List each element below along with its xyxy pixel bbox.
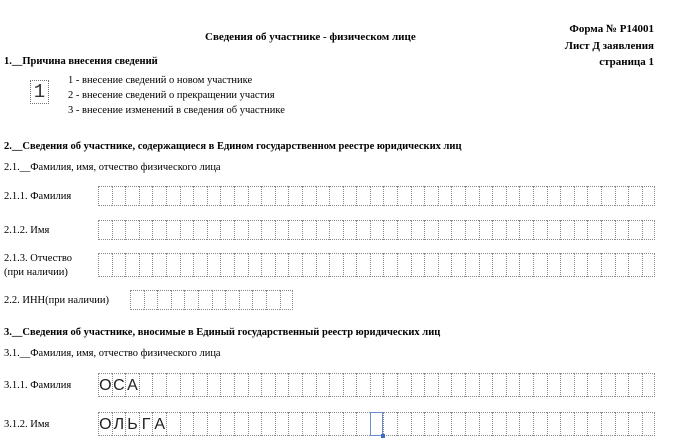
letter-cell[interactable] xyxy=(193,220,207,240)
letter-cell[interactable]: Л xyxy=(112,412,126,436)
surname-label-new: 3.1.1. Фамилия xyxy=(4,380,72,391)
letter-cell[interactable] xyxy=(519,186,533,206)
letter-cell[interactable] xyxy=(383,412,397,436)
letter-cell[interactable] xyxy=(438,220,452,240)
letter-cell[interactable] xyxy=(171,290,185,310)
letter-cell[interactable] xyxy=(275,220,289,240)
letter-cell[interactable] xyxy=(574,412,588,436)
letter-cell[interactable] xyxy=(397,186,411,206)
letter-cell[interactable] xyxy=(451,220,465,240)
form-title: Сведения об участнике - физическом лице xyxy=(205,31,416,43)
letter-cell[interactable] xyxy=(506,412,520,436)
letter-cell[interactable] xyxy=(275,253,289,277)
letter-cell[interactable] xyxy=(261,373,275,397)
letter-cell[interactable] xyxy=(519,253,533,277)
letter-cell[interactable] xyxy=(479,412,493,436)
letter-cell[interactable] xyxy=(234,186,248,206)
letter-cell[interactable] xyxy=(642,253,656,277)
letter-cell[interactable] xyxy=(356,253,370,277)
letter-cell[interactable] xyxy=(193,186,207,206)
letter-cell[interactable] xyxy=(152,253,166,277)
letter-cell[interactable] xyxy=(329,253,343,277)
letter-cell[interactable] xyxy=(112,220,126,240)
letter-cell[interactable] xyxy=(329,220,343,240)
letter-cell[interactable] xyxy=(261,253,275,277)
letter-cell[interactable]: С xyxy=(112,373,126,397)
letter-cell[interactable] xyxy=(533,412,547,436)
letter-cell[interactable] xyxy=(492,412,506,436)
letter-cell[interactable] xyxy=(248,253,262,277)
letter-cell[interactable] xyxy=(356,220,370,240)
letter-cell[interactable] xyxy=(180,373,194,397)
letter-cell[interactable] xyxy=(234,373,248,397)
letter-cell[interactable] xyxy=(547,186,561,206)
letter-cell[interactable] xyxy=(465,373,479,397)
reason-option-3: 3 - внесение изменений в сведения об участнике xyxy=(68,105,285,116)
letter-cell[interactable] xyxy=(248,186,262,206)
letter-cell[interactable] xyxy=(383,253,397,277)
letter-cell[interactable] xyxy=(98,253,112,277)
inn-field[interactable] xyxy=(130,290,293,310)
letter-cell[interactable] xyxy=(370,253,384,277)
reason-option-2: 2 - внесение сведений о прекращении участия xyxy=(68,90,275,101)
letter-cell[interactable] xyxy=(479,186,493,206)
letter-cell[interactable] xyxy=(139,186,153,206)
letter-cell[interactable] xyxy=(397,220,411,240)
name-field-new[interactable] xyxy=(98,412,655,436)
letter-cell[interactable] xyxy=(112,186,126,206)
letter-cell[interactable] xyxy=(370,186,384,206)
letter-cell[interactable] xyxy=(574,186,588,206)
letter-cell[interactable] xyxy=(642,186,656,206)
letter-cell[interactable] xyxy=(180,186,194,206)
letter-cell[interactable]: О xyxy=(98,412,112,436)
letter-cell[interactable] xyxy=(601,412,615,436)
section3-sub: 3.1.__Фамилия, имя, отчество физического лица xyxy=(4,348,221,359)
letter-cell[interactable] xyxy=(220,373,234,397)
letter-cell[interactable] xyxy=(370,220,384,240)
letter-cell[interactable] xyxy=(343,253,357,277)
letter-cell[interactable] xyxy=(166,373,180,397)
letter-cell[interactable] xyxy=(248,220,262,240)
letter-cell[interactable] xyxy=(180,253,194,277)
letter-cell[interactable] xyxy=(383,186,397,206)
letter-cell[interactable]: О xyxy=(98,373,112,397)
letter-cell[interactable] xyxy=(628,220,642,240)
surname-label-old: 2.1.1. Фамилия xyxy=(4,191,72,202)
letter-cell[interactable] xyxy=(411,253,425,277)
letter-cell[interactable] xyxy=(615,412,629,436)
letter-cell[interactable] xyxy=(125,253,139,277)
letter-cell[interactable] xyxy=(465,253,479,277)
letter-cell[interactable] xyxy=(288,373,302,397)
letter-cell[interactable] xyxy=(411,186,425,206)
letter-cell[interactable] xyxy=(383,220,397,240)
page-label: страница 1 xyxy=(599,56,654,68)
letter-cell[interactable] xyxy=(560,253,574,277)
surname-field-new[interactable] xyxy=(98,373,655,397)
letter-cell[interactable] xyxy=(451,412,465,436)
letter-cell[interactable] xyxy=(492,186,506,206)
letter-cell[interactable] xyxy=(261,412,275,436)
letter-cell[interactable] xyxy=(234,253,248,277)
letter-cell[interactable] xyxy=(424,373,438,397)
letter-cell[interactable]: Г xyxy=(139,412,153,436)
letter-cell[interactable] xyxy=(424,186,438,206)
letter-cell[interactable] xyxy=(547,373,561,397)
letter-cell[interactable] xyxy=(343,412,357,436)
letter-cell[interactable]: Ь xyxy=(125,412,139,436)
letter-cell[interactable] xyxy=(492,373,506,397)
letter-cell[interactable] xyxy=(587,253,601,277)
letter-cell[interactable] xyxy=(220,220,234,240)
letter-cell[interactable] xyxy=(112,253,126,277)
letter-cell[interactable] xyxy=(180,220,194,240)
name-field-old[interactable] xyxy=(98,220,655,240)
letter-cell[interactable] xyxy=(288,186,302,206)
letter-cell[interactable] xyxy=(601,186,615,206)
letter-cell[interactable] xyxy=(451,253,465,277)
section2-sub: 2.1.__Фамилия, имя, отчество физического лица xyxy=(4,162,221,173)
letter-cell[interactable] xyxy=(438,373,452,397)
letter-cell[interactable] xyxy=(280,290,294,310)
letter-cell[interactable] xyxy=(397,253,411,277)
letter-cell[interactable] xyxy=(266,290,280,310)
letter-cell[interactable] xyxy=(438,412,452,436)
letter-cell[interactable] xyxy=(261,220,275,240)
letter-cell[interactable] xyxy=(424,412,438,436)
reason-option-1: 1 - внесение сведений о новом участнике xyxy=(68,75,253,86)
letter-cell[interactable] xyxy=(506,253,520,277)
form-number: Форма № Р14001 xyxy=(569,23,654,35)
letter-cell[interactable] xyxy=(225,290,239,310)
letter-cell[interactable] xyxy=(465,220,479,240)
letter-cell[interactable] xyxy=(506,186,520,206)
letter-cell[interactable] xyxy=(125,220,139,240)
letter-cell[interactable] xyxy=(184,290,198,310)
letter-cell[interactable] xyxy=(157,290,171,310)
letter-cell[interactable] xyxy=(479,253,493,277)
letter-cell[interactable] xyxy=(356,412,370,436)
surname-field-old[interactable] xyxy=(98,186,655,206)
letter-cell[interactable] xyxy=(574,220,588,240)
letter-cell[interactable] xyxy=(302,373,316,397)
letter-cell[interactable] xyxy=(343,373,357,397)
name-label-new: 3.1.2. Имя xyxy=(4,419,50,430)
letter-cell[interactable] xyxy=(180,412,194,436)
letter-cell[interactable] xyxy=(574,373,588,397)
letter-cell[interactable] xyxy=(261,186,275,206)
letter-cell[interactable] xyxy=(302,253,316,277)
letter-cell[interactable] xyxy=(547,412,561,436)
letter-cell[interactable] xyxy=(329,412,343,436)
letter-cell[interactable] xyxy=(451,373,465,397)
letter-cell[interactable] xyxy=(533,220,547,240)
letter-cell[interactable] xyxy=(207,253,221,277)
letter-cell[interactable] xyxy=(370,373,384,397)
letter-cell[interactable] xyxy=(451,186,465,206)
letter-cell[interactable] xyxy=(152,373,166,397)
letter-cell[interactable] xyxy=(356,373,370,397)
letter-cell[interactable] xyxy=(343,186,357,206)
letter-cell[interactable] xyxy=(275,373,289,397)
letter-cell[interactable] xyxy=(288,253,302,277)
letter-cell[interactable] xyxy=(302,186,316,206)
letter-cell[interactable] xyxy=(302,220,316,240)
letter-cell[interactable] xyxy=(642,412,656,436)
letter-cell[interactable] xyxy=(547,220,561,240)
letter-cell[interactable] xyxy=(519,412,533,436)
letter-cell[interactable] xyxy=(642,373,656,397)
reason-field[interactable]: 1 xyxy=(30,80,49,104)
letter-cell[interactable] xyxy=(212,290,226,310)
letter-cell[interactable] xyxy=(506,373,520,397)
letter-cell[interactable] xyxy=(198,290,212,310)
letter-cell[interactable] xyxy=(207,220,221,240)
letter-cell[interactable] xyxy=(615,186,629,206)
letter-cell[interactable] xyxy=(275,412,289,436)
letter-cell[interactable] xyxy=(506,220,520,240)
letter-cell[interactable] xyxy=(144,290,158,310)
letter-cell[interactable] xyxy=(628,253,642,277)
letter-cell[interactable] xyxy=(383,373,397,397)
letter-cell[interactable] xyxy=(533,186,547,206)
letter-cell[interactable] xyxy=(601,220,615,240)
letter-cell[interactable] xyxy=(574,253,588,277)
letter-cell[interactable] xyxy=(519,373,533,397)
letter-cell[interactable] xyxy=(234,220,248,240)
letter-cell[interactable] xyxy=(601,373,615,397)
letter-cell[interactable] xyxy=(316,220,330,240)
letter-cell[interactable] xyxy=(98,220,112,240)
letter-cell[interactable] xyxy=(239,290,253,310)
inn-label: 2.2. ИНН(при наличии) xyxy=(4,295,109,306)
letter-cell[interactable] xyxy=(397,412,411,436)
letter-cell[interactable] xyxy=(166,253,180,277)
letter-cell[interactable] xyxy=(479,373,493,397)
letter-cell[interactable] xyxy=(316,412,330,436)
letter-cell[interactable] xyxy=(207,412,221,436)
letter-cell[interactable] xyxy=(193,253,207,277)
letter-cell[interactable] xyxy=(316,373,330,397)
letter-cell[interactable] xyxy=(438,186,452,206)
letter-cell[interactable] xyxy=(628,412,642,436)
letter-cell[interactable] xyxy=(166,220,180,240)
letter-cell[interactable] xyxy=(316,253,330,277)
letter-cell[interactable] xyxy=(547,253,561,277)
sheet-label: Лист Д заявления xyxy=(564,40,654,52)
letter-cell[interactable] xyxy=(628,186,642,206)
section2-heading: 2.__Сведения об участнике, содержащиеся в Едином государственном реестре юридических лиц xyxy=(4,141,462,152)
letter-cell[interactable] xyxy=(533,253,547,277)
letter-cell[interactable] xyxy=(560,220,574,240)
letter-cell[interactable] xyxy=(587,373,601,397)
letter-cell[interactable] xyxy=(193,412,207,436)
letter-cell[interactable] xyxy=(220,253,234,277)
letter-cell[interactable] xyxy=(397,373,411,397)
letter-cell[interactable] xyxy=(615,253,629,277)
letter-cell[interactable] xyxy=(424,220,438,240)
letter-cell[interactable] xyxy=(438,253,452,277)
letter-cell[interactable] xyxy=(356,186,370,206)
letter-cell[interactable] xyxy=(615,220,629,240)
letter-cell[interactable] xyxy=(275,186,289,206)
letter-cell[interactable] xyxy=(411,373,425,397)
letter-cell[interactable] xyxy=(411,220,425,240)
letter-cell[interactable] xyxy=(424,253,438,277)
patronymic-label-old: 2.1.3. Отчество xyxy=(4,253,73,264)
letter-cell[interactable] xyxy=(642,220,656,240)
letter-cell[interactable] xyxy=(560,186,574,206)
patronymic-label-old-note: (при наличии) xyxy=(4,267,68,278)
letter-cell[interactable] xyxy=(193,373,207,397)
letter-cell[interactable] xyxy=(560,412,574,436)
letter-cell[interactable] xyxy=(316,186,330,206)
letter-cell[interactable] xyxy=(139,253,153,277)
letter-cell[interactable] xyxy=(125,186,139,206)
letter-cell[interactable] xyxy=(587,186,601,206)
letter-cell[interactable] xyxy=(207,186,221,206)
letter-cell[interactable] xyxy=(465,412,479,436)
letter-cell[interactable] xyxy=(329,373,343,397)
letter-cell[interactable] xyxy=(587,220,601,240)
section1-heading: 1.__Причина внесения сведений xyxy=(4,56,158,67)
letter-cell[interactable] xyxy=(166,186,180,206)
letter-cell[interactable]: А xyxy=(125,373,139,397)
letter-cell[interactable] xyxy=(220,186,234,206)
letter-cell[interactable] xyxy=(560,373,574,397)
letter-cell[interactable] xyxy=(533,373,547,397)
name-label-old: 2.1.2. Имя xyxy=(4,225,50,236)
letter-cell[interactable] xyxy=(411,412,425,436)
letter-cell[interactable] xyxy=(139,373,153,397)
letter-cell[interactable] xyxy=(139,220,153,240)
letter-cell[interactable] xyxy=(252,290,266,310)
letter-cell[interactable] xyxy=(220,412,234,436)
letter-cell[interactable] xyxy=(601,253,615,277)
letter-cell[interactable] xyxy=(465,186,479,206)
letter-cell[interactable] xyxy=(288,220,302,240)
letter-cell[interactable]: А xyxy=(152,412,166,436)
letter-cell[interactable] xyxy=(492,253,506,277)
letter-cell[interactable] xyxy=(492,220,506,240)
letter-cell[interactable] xyxy=(288,412,302,436)
section3-heading: 3.__Сведения об участнике, вносимые в Единый государственный реестр юридических лиц xyxy=(4,327,441,338)
letter-cell[interactable] xyxy=(370,412,384,436)
letter-cell[interactable] xyxy=(329,186,343,206)
letter-cell[interactable] xyxy=(152,220,166,240)
patronymic-field-old[interactable] xyxy=(98,253,655,277)
letter-cell[interactable] xyxy=(587,412,601,436)
letter-cell[interactable] xyxy=(615,373,629,397)
letter-cell[interactable] xyxy=(98,186,112,206)
letter-cell[interactable] xyxy=(152,186,166,206)
letter-cell[interactable] xyxy=(479,220,493,240)
letter-cell[interactable] xyxy=(130,290,144,310)
letter-cell[interactable] xyxy=(302,412,316,436)
letter-cell[interactable] xyxy=(248,412,262,436)
letter-cell[interactable] xyxy=(519,220,533,240)
letter-cell[interactable] xyxy=(234,412,248,436)
letter-cell[interactable] xyxy=(248,373,262,397)
letter-cell[interactable] xyxy=(166,412,180,436)
letter-cell[interactable] xyxy=(343,220,357,240)
letter-cell[interactable] xyxy=(628,373,642,397)
letter-cell[interactable] xyxy=(207,373,221,397)
